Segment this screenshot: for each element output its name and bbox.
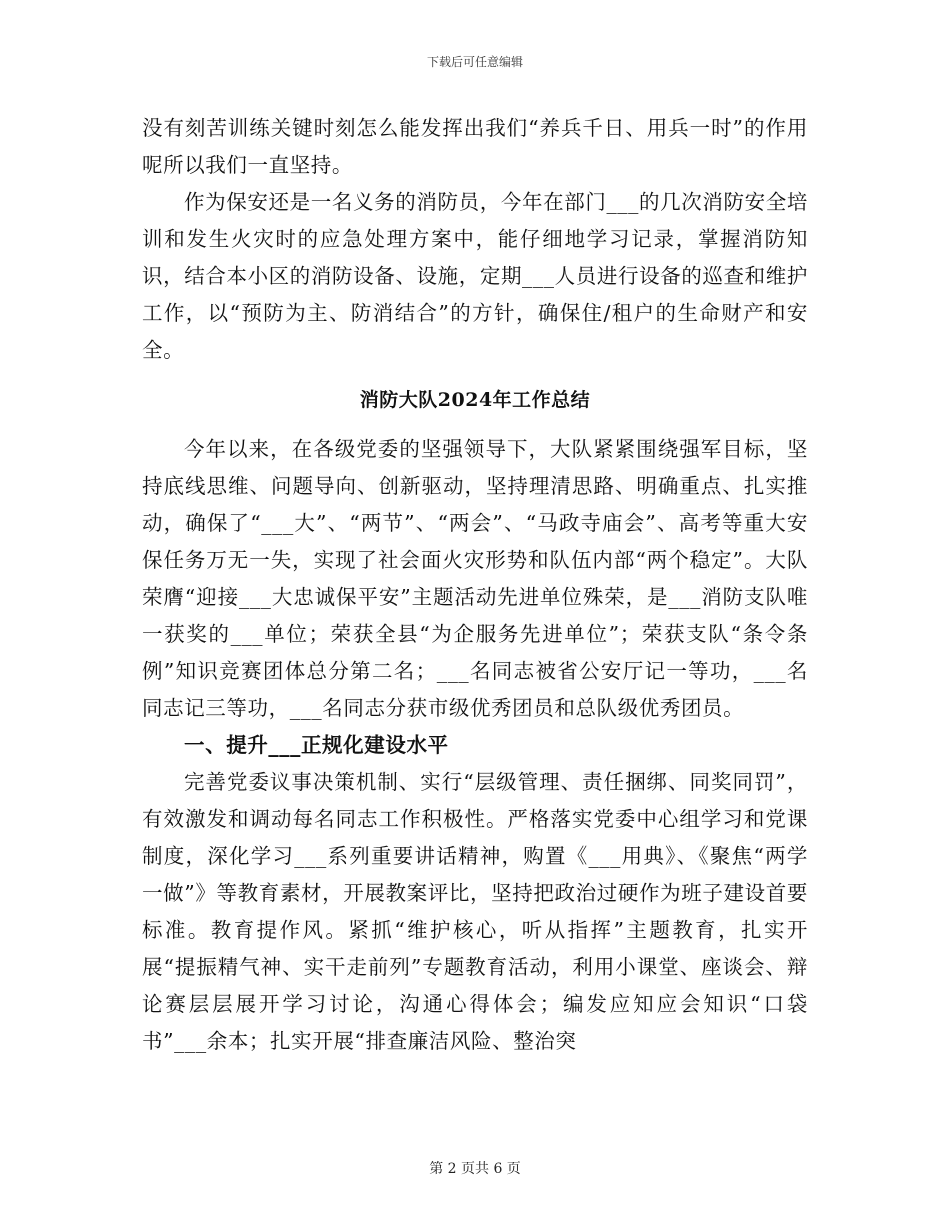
page-footer: 第 2 页共 6 页 xyxy=(429,1161,521,1177)
page-header: 下载后可任意编辑 xyxy=(426,55,523,69)
document-body xyxy=(142,110,808,1060)
document-title: 消防大队2024年工作总结 xyxy=(359,389,591,411)
paragraph-section-1: 完善党委议事决策机制、实行“层级管理、责任捆绑、同奖同罚”，有效激发和调动每名同志工作积极性。严格落实党委中心组学习和党课制度，深化学习___系列重要讲话精神，购置《___用典》、《聚焦“两学一做”》等教育素材，开展教案评比，坚持把政治过硬作为班子建设首要标准。教育提作风。紧抓“维护核心，听从指挥”主题教育，扎实开展“提振精气神、实干走前列”专题教育活动，利用小课堂、座谈会、辩论赛层层展开学习讨论，沟通心得体会；编发应知应会知识“口袋书”___余本；扎实开展“排查廉洁风险、整治突 xyxy=(142,770,808,1053)
paragraph-security-guard: 作为保安还是一名义务的消防员，今年在部门___的几次消防安全培训和发生火灾时的应急处理方案中，能仔细地学习记录，掌握消防知识，结合本小区的消防设备、设施，定期___人员进行设备的巡查和维护工作，以“预防为主、防消结合”的方针，确保住/租户的生命财产和安全。 xyxy=(142,190,808,362)
section-heading-1: 一、提升___正规化建设水平 xyxy=(184,733,449,757)
paragraph-summary-intro: 今年以来，在各级党委的坚强领导下，大队紧紧围绕强军目标，坚持底线思维、问题导向、创新驱动，坚持理清思路、明确重点、扎实推动，确保了“___大”、“两节”、“两会”、“马政寺庙会”、高考等重大安保任务万无一失，实现了社会面火灾形势和队伍内部“两个稳定”。大队荣膺“迎接___大忠诚保平安”主题活动先进单位殊荣，是___消防支队唯一获奖的___单位；荣获全县“为企服务先进单位”；荣获支队“条令条例”知识竞赛团体总分第二名；___名同志被省公安厅记一等功，___名同志记三等功，___名同志分获市级优秀团员和总队级优秀团员。 xyxy=(142,437,808,720)
paragraph-continuation: 没有刻苦训练关键时刻怎么能发挥出我们“养兵千日、用兵一时”的作用呢所以我们一直坚持。 xyxy=(142,116,808,177)
